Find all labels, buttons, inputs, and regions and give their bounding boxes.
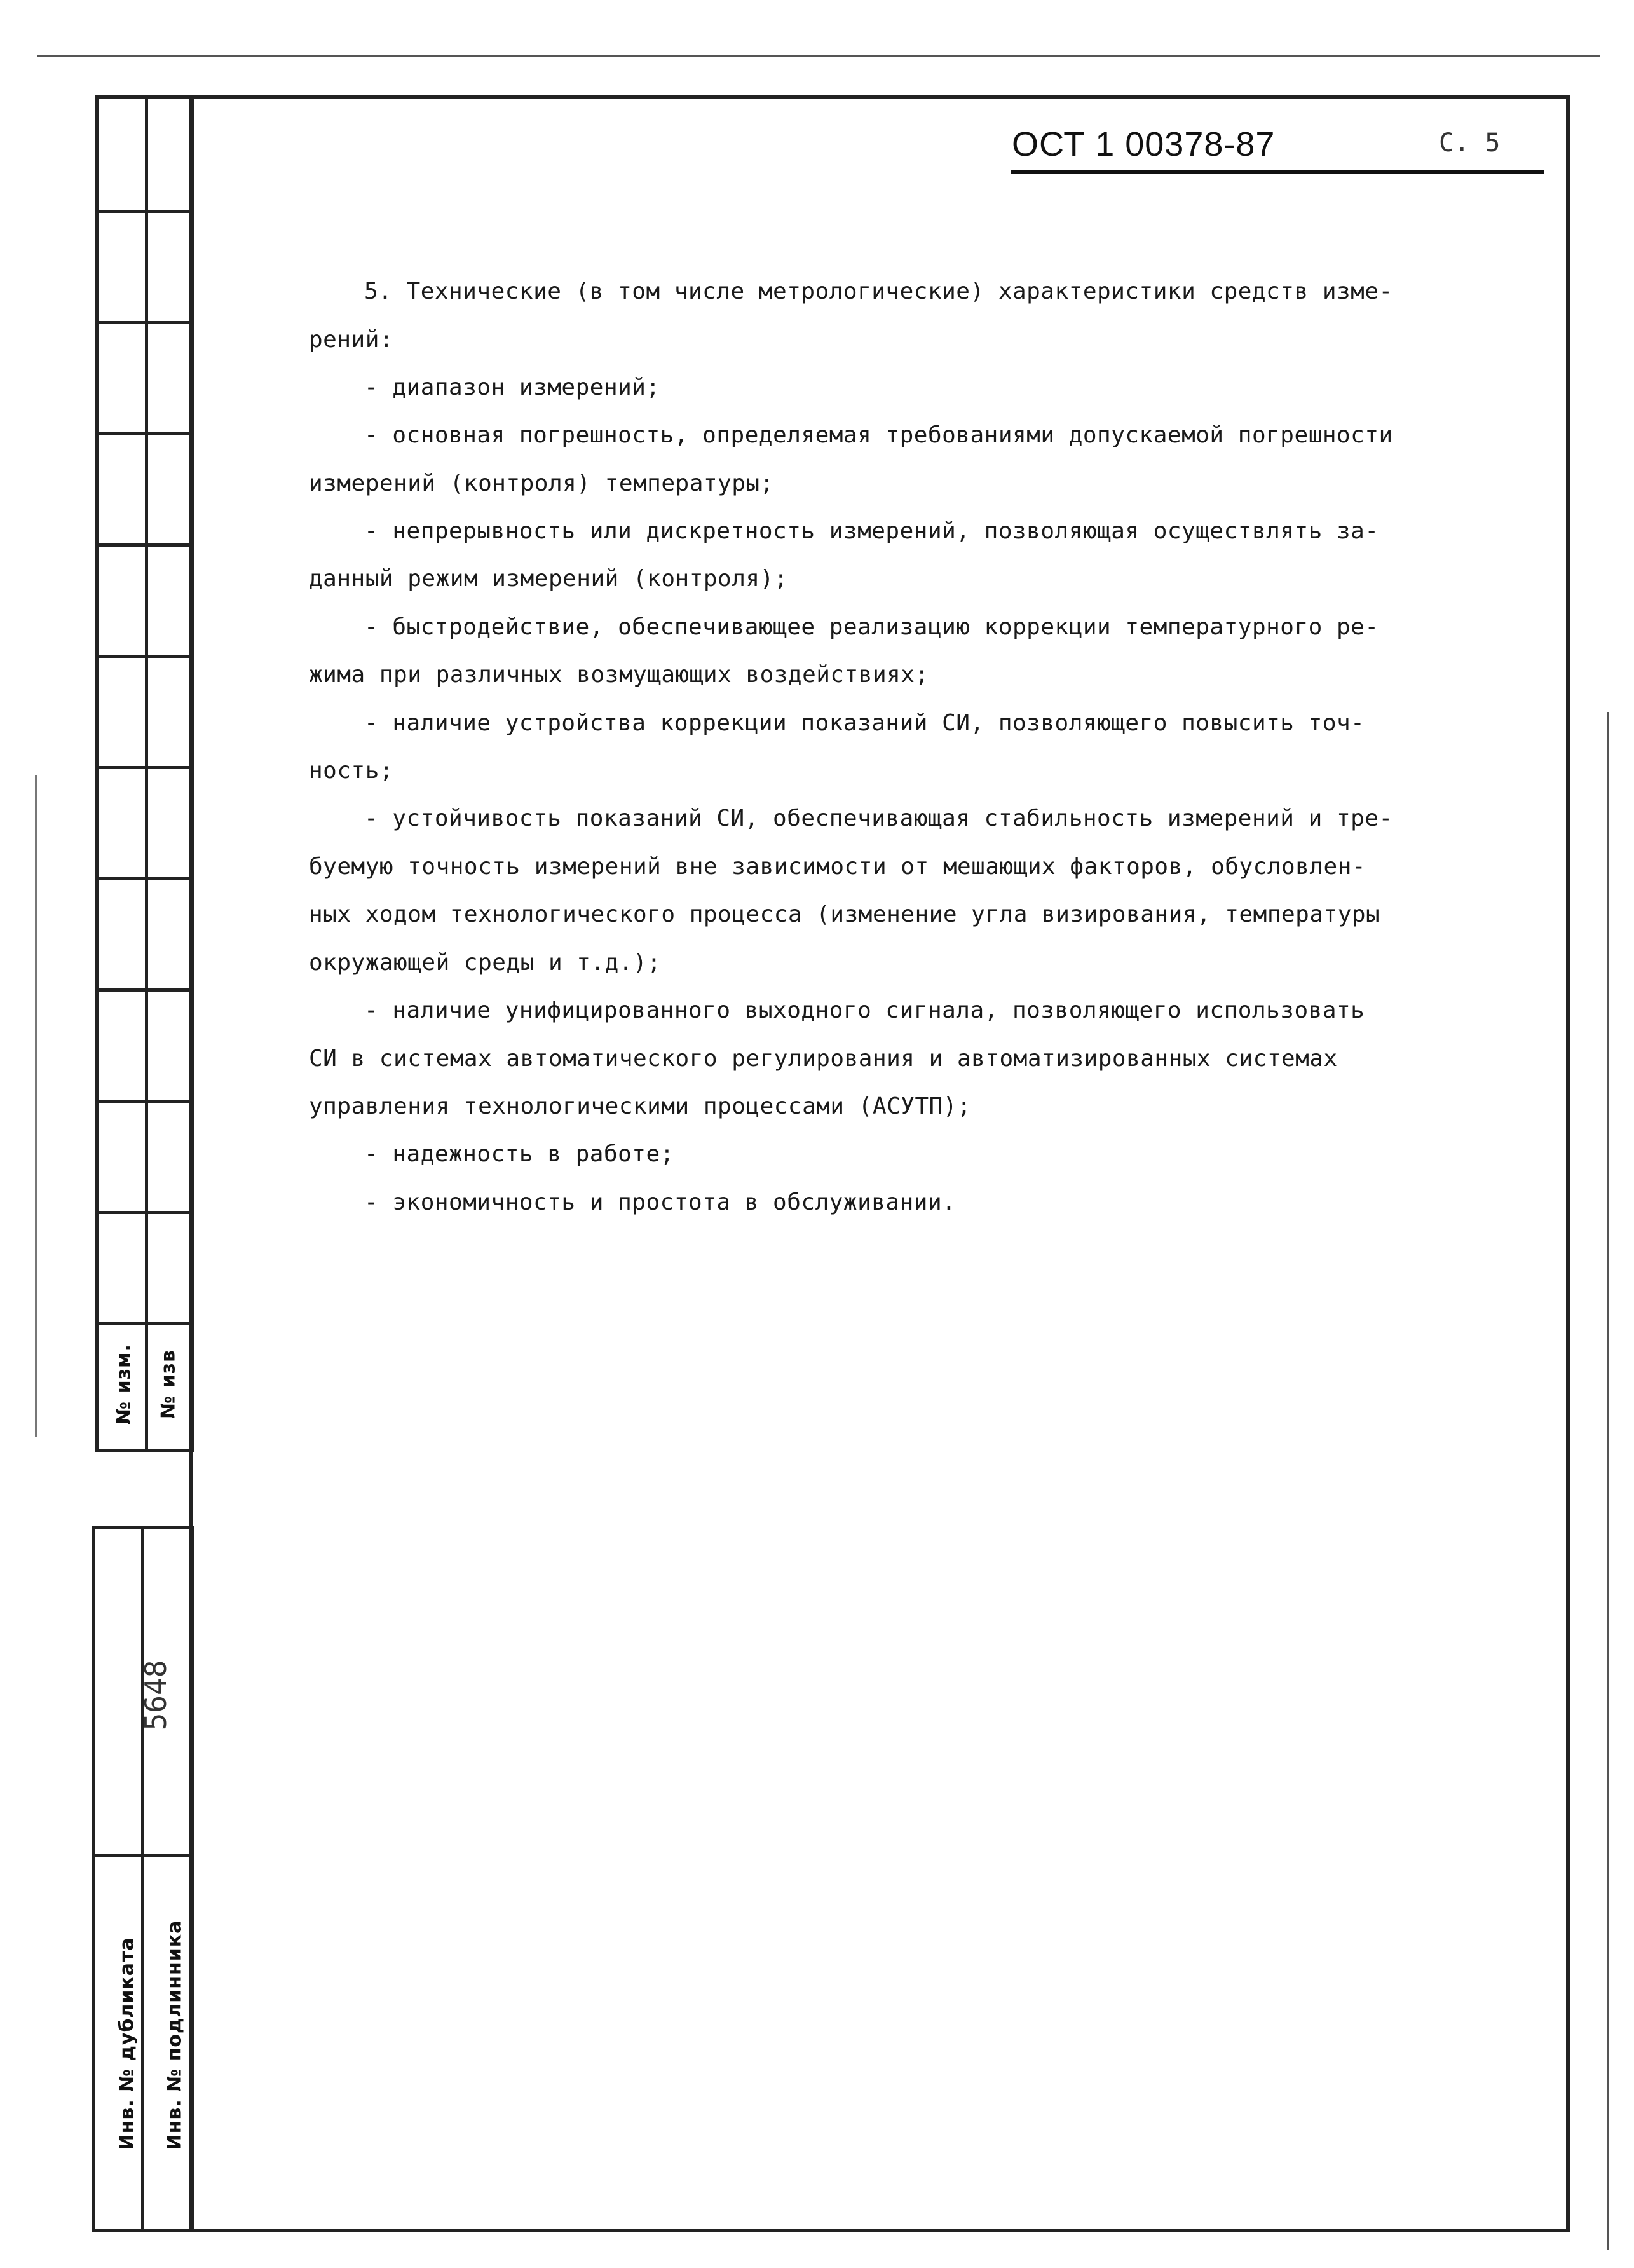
scan-edge-right: [1607, 712, 1609, 2250]
stamp-row-line: [95, 432, 194, 435]
stamp-divider-upper: [145, 95, 148, 1452]
stamp-row-line: [95, 321, 194, 324]
label-change-number: № изм.: [112, 1344, 135, 1424]
page-number: С. 5: [1439, 128, 1501, 158]
body-line: - диапазон измерений;: [364, 374, 660, 400]
stamp-row-line: [95, 543, 194, 547]
body-line: управления технологическими процессами (АСУТП);: [309, 1093, 972, 1119]
body-line: данный режим измерений (контроля);: [309, 566, 788, 592]
body-line: - быстродействие, обеспечивающее реализацию коррекции температурного ре-: [364, 614, 1379, 640]
body-line: буемую точность измерений вне зависимости от мешающих факторов, обусловлен-: [309, 854, 1366, 880]
label-original-inventory: Инв. № подлинника: [163, 1920, 186, 2150]
document-code: ОСТ 1 00378-87: [1012, 125, 1276, 163]
stamp-row-line: [95, 766, 194, 769]
scan-edge-top: [37, 55, 1600, 57]
body-line: - непрерывность или дискретность измерений, позволяющая осуществлять за-: [364, 518, 1379, 544]
inventory-number: 5648: [139, 1660, 173, 1731]
body-line: - устойчивость показаний СИ, обеспечивающая стабильность измерений и тре-: [364, 805, 1393, 831]
stamp-row-line: [95, 1322, 194, 1325]
stamp-divider-lower: [141, 1526, 144, 2232]
header-underline: [1011, 170, 1544, 174]
body-line: жима при различных возмущающих воздействиях;: [309, 662, 929, 688]
label-duplicate-inventory: Инв. № дубликата: [116, 1937, 139, 2150]
stamp-row-line: [95, 988, 194, 992]
scan-edge-left: [35, 775, 37, 1437]
body-line: - надежность в работе;: [364, 1141, 674, 1167]
body-line: - наличие унифицированного выходного сигнала, позволяющего использовать: [364, 997, 1365, 1023]
stamp-row-line: [92, 1854, 194, 1857]
body-line: окружающей среды и т.д.);: [309, 950, 662, 976]
body-line: СИ в системах автоматического регулирования и автоматизированных системах: [309, 1046, 1338, 1072]
label-notice-number: № изв: [157, 1349, 180, 1419]
body-line: ных ходом технологического процесса (изменение угла визирования, температуры: [309, 901, 1380, 927]
body-line: измерений (контроля) температуры;: [309, 470, 774, 496]
body-line: - основная погрешность, определяемая требованиями допускаемой погрешности: [364, 422, 1393, 448]
stamp-row-line: [95, 1211, 194, 1214]
body-line: - экономичность и простота в обслуживании.: [364, 1189, 957, 1215]
stamp-row-line: [95, 877, 194, 880]
body-line: 5. Технические (в том числе метрологические) характеристики средств изме-: [364, 278, 1393, 304]
stamp-row-line: [95, 210, 194, 213]
body-line: - наличие устройства коррекции показаний СИ, позволяющего повысить точ-: [364, 710, 1365, 736]
stamp-row-line: [95, 1100, 194, 1103]
body-line: ность;: [309, 758, 394, 784]
body-line: рений:: [309, 327, 394, 353]
stamp-row-line: [95, 655, 194, 658]
